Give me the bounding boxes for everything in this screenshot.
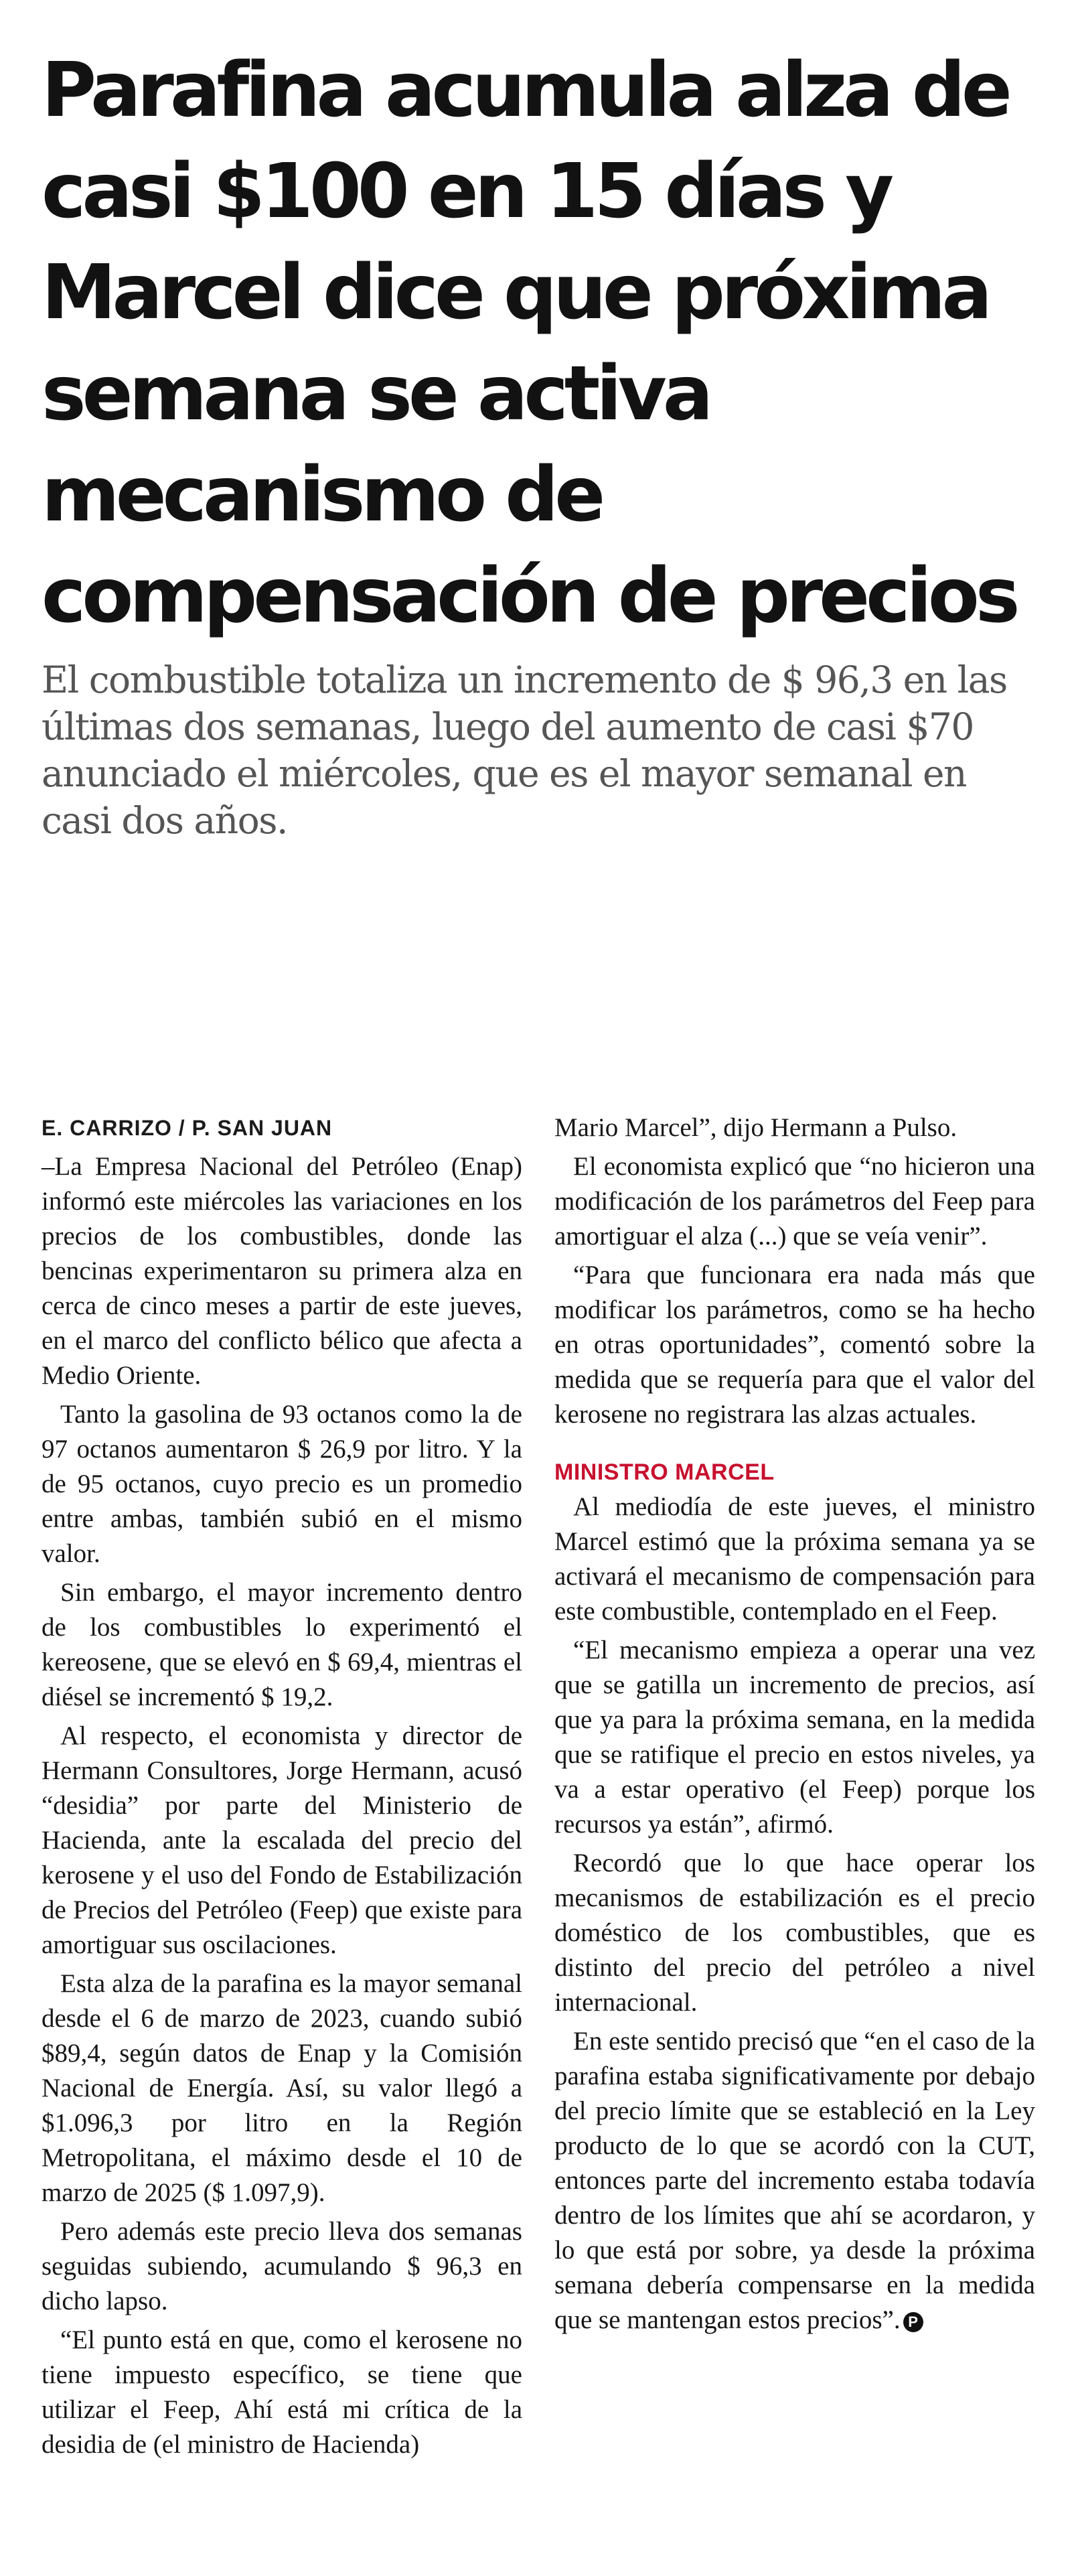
body-paragraph: Al respecto, el economista y director de Hermann Consultores, Jorge Hermann, acusó “desidia” por parte del Ministerio de Hacienda, ante la escalada del precio del kerosene y el uso del Fondo de Estabilización de Precios del Petróleo (Feep) que existe para amortiguar sus oscilaciones. <box>42 1721 522 1959</box>
body-paragraph: –La Empresa Nacional del Petróleo (Enap) informó este miércoles las variaciones en los precios de los combustibles, donde las bencinas experimentaron su primera alza en cerca de cinco meses a partir de este jueves, en el marco del conflicto bélico que afecta a Medio Oriente. <box>42 1152 522 1390</box>
body-paragraph: El economista explicó que “no hicieron una modificación de los parámetros del Feep para amortiguar el alza (...) que se veía venir”. <box>554 1152 1035 1250</box>
deck-summary: El combustible totaliza un incremento de $ 96,3 en las últimas dos semanas, luego del aumento de casi $70 anunciado el miércoles, que es el mayor semanal en casi dos años. <box>42 658 1007 842</box>
article-body <box>42 1111 1035 2544</box>
pulso-logo-icon: P <box>903 2312 923 2332</box>
body-paragraph: Sin embargo, el mayor incremento dentro de los combustibles lo experimentó el kereosene, que se elevó en $ 69,4, mientras el diésel se incrementó $ 19,2. <box>42 1578 522 1711</box>
body-paragraph: Mario Marcel”, dijo Hermann a Pulso. <box>554 1113 957 1142</box>
body-paragraph: “Para que funcionara era nada más que modificar los parámetros, como se ha hecho en otras oportunidades”, comentó sobre la medida que se requería para que el valor del kerosene no registrara las alzas actuales. <box>554 1261 1035 1429</box>
column-left <box>42 1111 522 2466</box>
body-paragraph: “El mecanismo empieza a operar una vez que se gatilla un incremento de precios, así que ya para la próxima semana, en la medida que se ratifique el precio en estos niveles, ya va a estar operativo (el Feep) porque los recursos ya están”, afirmó. <box>554 1636 1035 1839</box>
body-paragraph: Pero además este precio lleva dos semanas seguidas subiendo, acumulando $ 96,3 en dicho lapso. <box>42 2217 522 2315</box>
body-paragraph-last <box>554 2024 1035 2338</box>
body-paragraph-text: En este sentido precisó que “en el caso de la parafina estaba significativamente por debajo del precio límite que se estableció en la Ley producto de lo que se acordó con la CUT, entonces parte del incremento estaba todavía dentro de los límites que ahí se acordaron, y lo que está por sobre, ya desde la próxima semana debería compensarse en la medida que se mantengan estos precios”. <box>554 2027 1035 2334</box>
body-paragraph: Esta alza de la parafina es la mayor semanal desde el 6 de marzo de 2023, cuando subió $89,4, según datos de Enap y la Comisión Nacional de Energía. Así, su valor llegó a $1.096,3 por litro en la Región Metropolitana, el máximo desde el 10 de marzo de 2025 ($ 1.097,9). <box>42 1969 522 2207</box>
body-paragraph: “El punto está en que, como el kerosene no tiene impuesto específico, se tiene que utilizar el Feep, Ahí está mi crítica de la desidia de (el ministro de Hacienda) <box>42 2325 522 2459</box>
body-paragraph: Recordó que lo que hace operar los mecanismos de estabilización es el precio doméstico de los combustibles, que es distinto del precio del petróleo a nivel internacional. <box>554 1849 1035 2017</box>
subheading: MINISTRO MARCEL <box>554 1459 775 1485</box>
body-paragraph: Tanto la gasolina de 93 octanos como la de 97 octanos aumentaron $ 26,9 por litro. Y la de 95 octanos, cuyo precio es un promedio entre ambas, también subió en el mismo valor. <box>42 1400 522 1568</box>
body-paragraph: Al mediodía de este jueves, el ministro Marcel estimó que la próxima semana ya se activará el mecanismo de compensación para este combustible, contemplado en el Feep. <box>554 1492 1035 1626</box>
byline: E. CARRIZO / P. SAN JUAN <box>42 1116 333 1140</box>
headline: Parafina acumula alza de casi $100 en 15 días y Marcel dice que próxima semana se activa mecanismo de compensación de precios <box>42 47 1016 640</box>
column-right <box>554 1111 1035 2342</box>
